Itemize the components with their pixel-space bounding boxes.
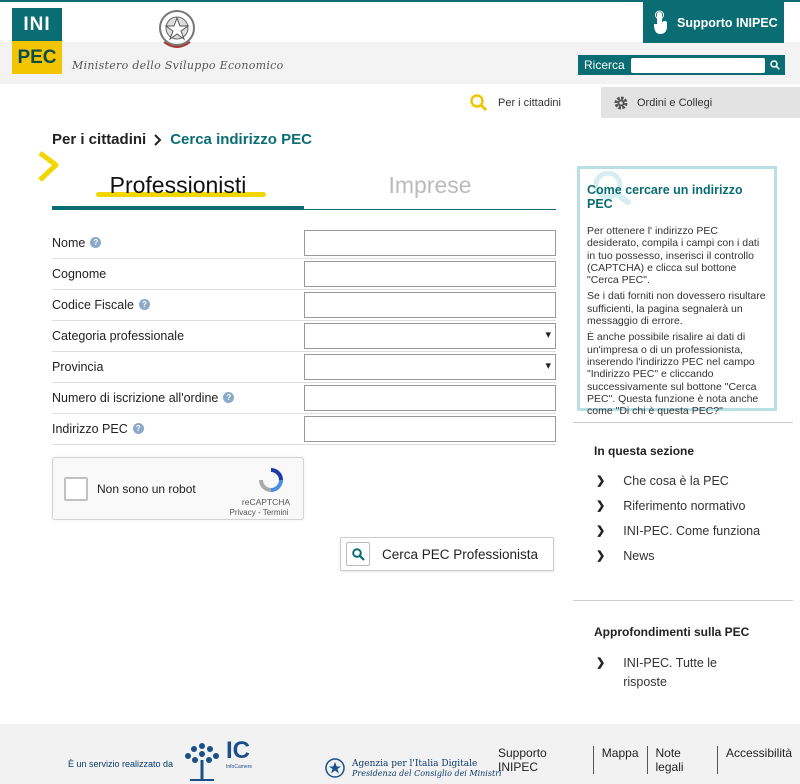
section-link-label: Che cosa è la PEC [623,474,729,488]
gear-icon [613,95,629,111]
captcha-privacy-link[interactable]: Privacy [229,508,256,517]
section-link[interactable] [596,497,773,516]
inipec-logo[interactable] [12,8,62,74]
cognome-field[interactable] [304,261,556,287]
section-link-label: News [623,549,655,563]
tab-ordini-e-collegi[interactable] [601,87,800,118]
codice-fiscale-field[interactable] [304,292,556,318]
field-label [52,298,304,312]
cerca-pec-button[interactable] [340,537,554,571]
ic-text: IC [226,737,250,764]
chevron-right-icon: ❯ [596,525,606,537]
codice-fiscale-input[interactable] [305,293,555,317]
field-label [52,391,304,405]
footer-link-supporto[interactable]: Supporto INIPEC [490,746,594,774]
captcha-label: Non sono un robot [97,482,196,496]
captcha-checkbox[interactable] [64,477,88,501]
search-icon [770,60,780,70]
approfondimenti-link-label: INI-PEC. Tutte le risposte [623,656,717,689]
help-icon[interactable]: ? [133,423,144,434]
tab-professionisti-label: Professionisti [109,172,247,198]
site-header [0,2,800,84]
help-icon[interactable]: ? [90,237,101,248]
help-icon[interactable]: ? [223,392,234,403]
service-text: È un servizio realizzato da [68,759,174,769]
logo-bottom-text: PEC [12,41,62,74]
footer-link-accessibilita[interactable]: Accessibilità [725,746,792,760]
recaptcha-widget [52,457,304,520]
breadcrumb-current: Cerca indirizzo PEC [170,131,312,148]
support-inipec-button[interactable] [643,2,784,43]
categoria-select[interactable] [304,323,556,349]
section-link-label: Riferimento normativo [623,499,746,513]
logo-top-text: INI [12,8,62,41]
support-label: Supporto INIPEC [677,15,778,30]
form-row-categoria [52,320,556,351]
cognome-label: Cognome [52,266,107,281]
indirizzo-pec-input[interactable] [305,417,555,441]
chevron-right-icon: ❯ [596,475,606,487]
tab-cittadini-label: Per i cittadini [498,96,561,109]
info-paragraph-2: Se i dati forniti non dovessero risultare sufficienti, la pagina segnalerà un messaggio di errore. [587,290,766,328]
codice-fiscale-label: Codice Fiscale [52,297,134,312]
captcha-terms-link[interactable]: Termini [262,508,289,517]
footer-link-note-legali[interactable]: Note legali [648,746,718,774]
republic-emblem-icon [156,6,198,52]
indirizzo-pec-label: Indirizzo PEC [52,421,128,436]
breadcrumb [52,131,312,148]
provincia-select[interactable] [304,354,556,380]
cerca-pec-label: Cerca PEC Professionista [382,546,539,562]
field-label [52,329,304,343]
chevron-right-icon: ❯ [596,500,606,512]
tab-imprese[interactable] [304,166,556,210]
info-title: Come cercare un indirizzo PEC [587,183,743,211]
nome-input[interactable] [305,231,555,255]
sidebar-divider [573,422,793,423]
info-paragraph-1: Per ottenere l' indirizzo PEC desiderato, compila i campi con i dati in tuo possesso, inserisci il controllo (CAPTCHA) e clicca sul bottone "Cerca PEC". [587,225,760,287]
field-label [52,267,304,281]
info-box [577,166,777,418]
ic-subtext: InfoCamere [226,764,253,770]
section-title: In questa sezione [594,444,695,458]
field-label [52,422,304,436]
search-label: Ricerca [584,58,625,72]
form-row-indirizzo-pec [52,413,556,444]
sidebar-divider [573,600,793,601]
approfondimenti-title: Approfondimenti sulla PEC [594,625,750,639]
site-footer [0,724,800,784]
form-row-codice-fiscale [52,289,556,320]
recaptcha-logo-icon [258,467,284,493]
agid-emblem-icon [324,756,346,780]
search-button[interactable] [765,55,785,75]
provincia-label: Provincia [52,359,104,374]
section-link-label: INI-PEC. Come funziona [623,524,761,538]
nome-label: Nome [52,235,86,250]
section-link[interactable] [596,472,773,491]
tab-ordini-label: Ordini e Collegi [637,96,713,109]
field-label [52,236,304,250]
cognome-input[interactable] [305,262,555,286]
chevron-right-icon: ❯ [596,657,606,669]
help-icon[interactable]: ? [139,299,150,310]
numero-iscrizione-label: Numero di iscrizione all'ordine [52,390,219,405]
numero-iscrizione-input[interactable] [305,386,555,410]
search-icon [352,548,365,561]
approfondimenti-link[interactable] [596,654,733,692]
info-paragraph-3: È anche possibile risalire ai dati di un'impresa o di un professionista, inserendo l'indirizzo PEC nel campo "Indirizzo PEC" e cliccando successivamente sul bottone "Cerca PEC". Questa funzione è nota anche come "Di chi è questa PEC?" [587,331,759,418]
numero-iscrizione-field[interactable] [304,385,556,411]
form-row-cognome [52,258,556,289]
infocamere-logo[interactable] [182,738,252,782]
categoria-label: Categoria professionale [52,328,185,343]
captcha-links: Privacy - Termini [229,508,289,517]
section-link[interactable] [596,547,773,566]
indirizzo-pec-field[interactable] [304,416,556,442]
agid-line-2: Presidenza del Consiglio dei Ministri [352,768,502,778]
captcha-brand: reCAPTCHA [241,497,291,507]
breadcrumb-root[interactable]: Per i cittadini [52,131,147,148]
tab-per-i-cittadini[interactable] [460,87,600,118]
form-row-nome [52,227,556,258]
form-row-provincia [52,351,556,382]
chevron-right-icon [154,134,162,146]
search-icon-box [346,542,370,566]
footer-links [490,746,800,774]
site-search [578,55,785,75]
search-icon [470,94,488,112]
search-input[interactable] [631,58,765,73]
footer-link-mappa[interactable]: Mappa [594,746,648,774]
agid-line-1: Agenzia per l'Italia Digitale [352,758,478,769]
tab-imprese-label: Imprese [388,172,472,198]
tab-professionisti[interactable] [52,166,304,210]
form-row-numero-iscrizione [52,382,556,413]
nome-field[interactable] [304,230,556,256]
field-label [52,360,304,374]
tree-icon [182,738,222,782]
chevron-right-icon: ❯ [596,550,606,562]
row-divider [52,444,556,445]
agid-logo[interactable] [324,756,502,780]
ministry-name: Ministero dello Sviluppo Economico [72,59,284,72]
section-link[interactable] [596,522,773,541]
touch-hand-icon [651,10,669,36]
